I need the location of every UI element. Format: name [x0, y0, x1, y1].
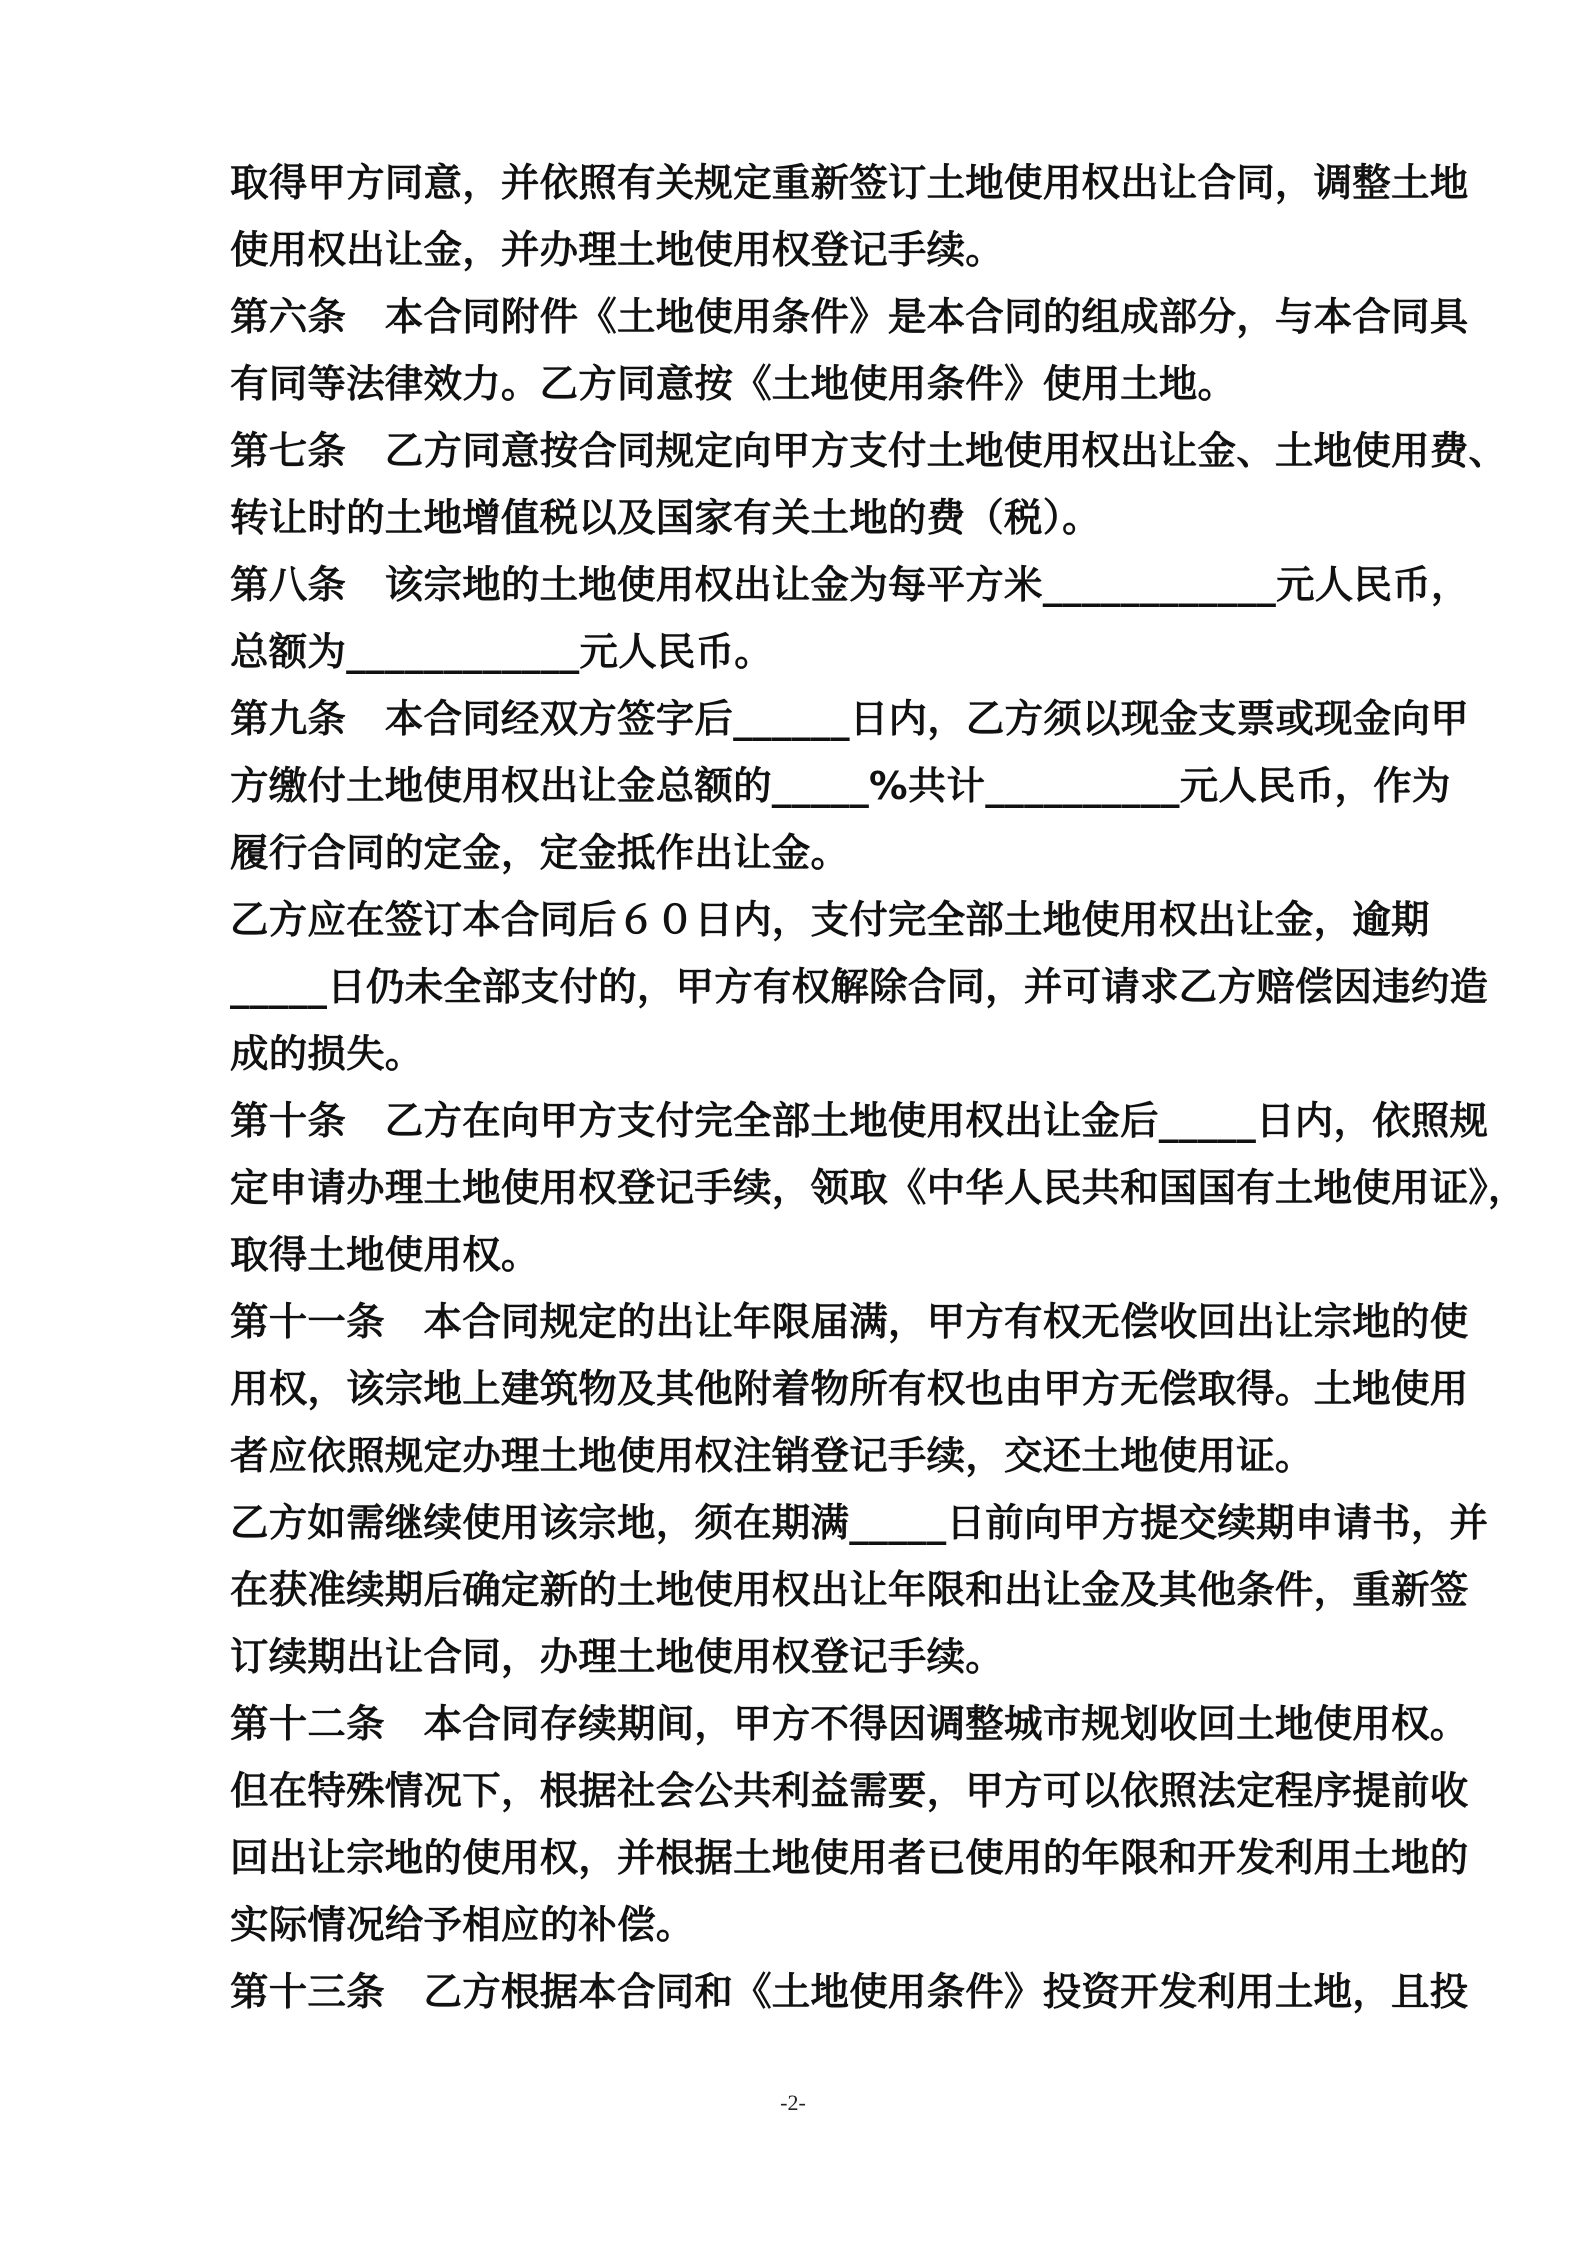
text-line: 订续期出让合同，办理土地使用权登记手续。	[230, 1635, 1005, 1680]
text-line: 乙方如需继续使用该宗地，须在期满_____日前向甲方提交续期申请书，并	[230, 1501, 1489, 1546]
article-11-line: 第十一条 本合同规定的出让年限届满，甲方有权无偿收回出让宗地的使	[230, 1300, 1469, 1345]
article-10-line: 第十条 乙方在向甲方支付完全部土地使用权出让金后_____日内，依照规	[230, 1099, 1489, 1144]
article-13-line: 第十三条 乙方根据本合同和《土地使用条件》投资开发利用土地，且投	[230, 1970, 1469, 2015]
text-line: 但在特殊情况下，根据社会公共利益需要，甲方可以依照法定程序提前收	[230, 1769, 1469, 1814]
text-line: 回出让宗地的使用权，并根据土地使用者已使用的年限和开发利用土地的	[230, 1836, 1469, 1881]
article-9-line: 第九条 本合同经双方签字后______日内，乙方须以现金支票或现金向甲	[230, 697, 1470, 742]
article-7-line: 第七条 乙方同意按合同规定向甲方支付土地使用权出让金、土地使用费、	[230, 429, 1508, 474]
text-line: 履行合同的定金，定金抵作出让金。	[230, 831, 850, 876]
text-line: 在获准续期后确定新的土地使用权出让年限和出让金及其他条件，重新签	[230, 1568, 1469, 1613]
text-line: 实际情况给予相应的补偿。	[230, 1903, 695, 1948]
text-line: 转让时的土地增值税以及国家有关土地的费（税）。	[230, 496, 1101, 541]
text-line: 用权，该宗地上建筑物及其他附着物所有权也由甲方无偿取得。土地使用	[230, 1367, 1469, 1412]
text-line: 总额为____________元人民币。	[230, 630, 774, 675]
text-line: 方缴付土地使用权出让金总额的_____%共计__________元人民币，作为	[230, 764, 1451, 809]
text-line: 乙方应在签订本合同后６０日内，支付完全部土地使用权出让金，逾期	[230, 898, 1430, 943]
article-12-line: 第十二条 本合同存续期间，甲方不得因调整城市规划收回土地使用权。	[230, 1702, 1469, 1747]
page-number: -2-	[780, 2090, 806, 2115]
article-8-line: 第八条 该宗地的土地使用权出让金为每平方米____________元人民币，	[230, 563, 1470, 608]
text-line: 取得甲方同意，并依照有关规定重新签订土地使用权出让合同，调整土地	[230, 161, 1469, 206]
text-line: 者应依照规定办理土地使用权注销登记手续，交还土地使用证。	[230, 1434, 1314, 1479]
text-line: 定申请办理土地使用权登记手续，领取《中华人民共和国国有土地使用证》，	[230, 1166, 1527, 1211]
text-line: 取得土地使用权。	[230, 1233, 540, 1278]
text-line: _____日仍未全部支付的，甲方有权解除合同，并可请求乙方赔偿因违约造	[230, 965, 1489, 1010]
text-line: 成的损失。	[230, 1032, 424, 1077]
article-6-line: 第六条 本合同附件《土地使用条件》是本合同的组成部分，与本合同具	[230, 295, 1469, 340]
text-line: 有同等法律效力。乙方同意按《土地使用条件》使用土地。	[230, 362, 1237, 407]
text-line: 使用权出让金，并办理土地使用权登记手续。	[230, 228, 1005, 273]
document-body	[230, 150, 1527, 2026]
